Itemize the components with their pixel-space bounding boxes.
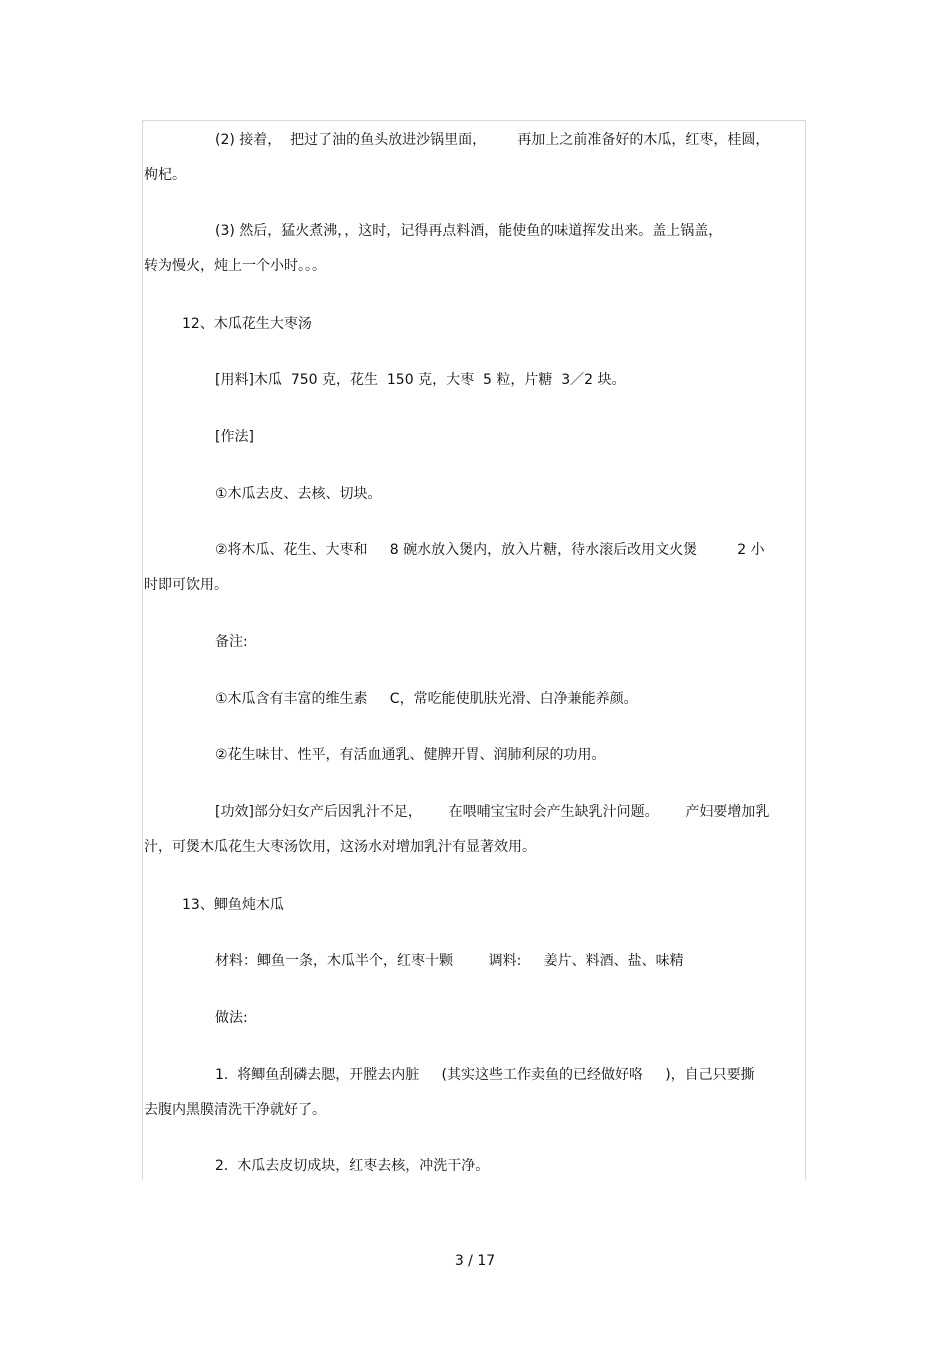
text-line: 13、鲫鱼炖木瓜 [182,897,284,913]
text-line: (2) 接着， 把过了油的鱼头放进沙锅里面， 再加上之前准备好的木瓜，红枣，桂圆， [215,132,770,148]
text-line: 做法: [215,1010,248,1026]
text-line: ①木瓜含有丰富的维生素 C，常吃能使肌肤光滑、白净兼能养颜。 [215,691,638,707]
text-line: 去腹内黑膜清洗干净就好了。 [144,1102,326,1118]
text-line: 转为慢火，炖上一个小时。。。 [144,258,326,274]
text-line: [功效]部分妇女产后因乳汁不足， 在喂哺宝宝时会产生缺乳汁问题。 产妇要增加乳 [215,804,770,820]
text-line: 材料：鲫鱼一条，木瓜半个，红枣十颗 调料: 姜片、料酒、盐、味精 [215,953,684,969]
text-line: 汁，可煲木瓜花生大枣汤饮用，这汤水对增加乳汁有显著效用。 [144,839,536,855]
text-line: (3) 然后，猛火煮沸，，这时，记得再点料酒，能使鱼的味道挥发出来。盖上锅盖， [215,223,723,239]
text-line: 时即可饮用。 [144,577,228,593]
text-line: 1. 将鲫鱼刮磷去腮，开膛去内脏 (其实这些工作卖鱼的已经做好咯 )，自己只要撕 [215,1067,755,1083]
text-line: [作法] [215,429,254,445]
text-line: ①木瓜去皮、去核、切块。 [215,486,382,502]
page-number: 3 / 17 [454,1253,496,1269]
text-line: 2. 木瓜去皮切成块，红枣去核，冲洗干净。 [215,1158,490,1174]
text-line: 备注: [215,634,248,650]
text-line: [用料]木瓜 750 克，花生 150 克，大枣 5 粒，片糖 3／2 块。 [215,372,626,388]
text-line: ②将木瓜、花生、大枣和 8 碗水放入煲内，放入片糖，待水滚后改用文火煲 2 小 [215,542,765,558]
text-line: 12、木瓜花生大枣汤 [182,316,312,332]
text-line: 枸杞。 [144,167,186,183]
text-line: ②花生味甘、性平，有活血通乳、健脾开胃、润肺利尿的功用。 [215,747,606,763]
